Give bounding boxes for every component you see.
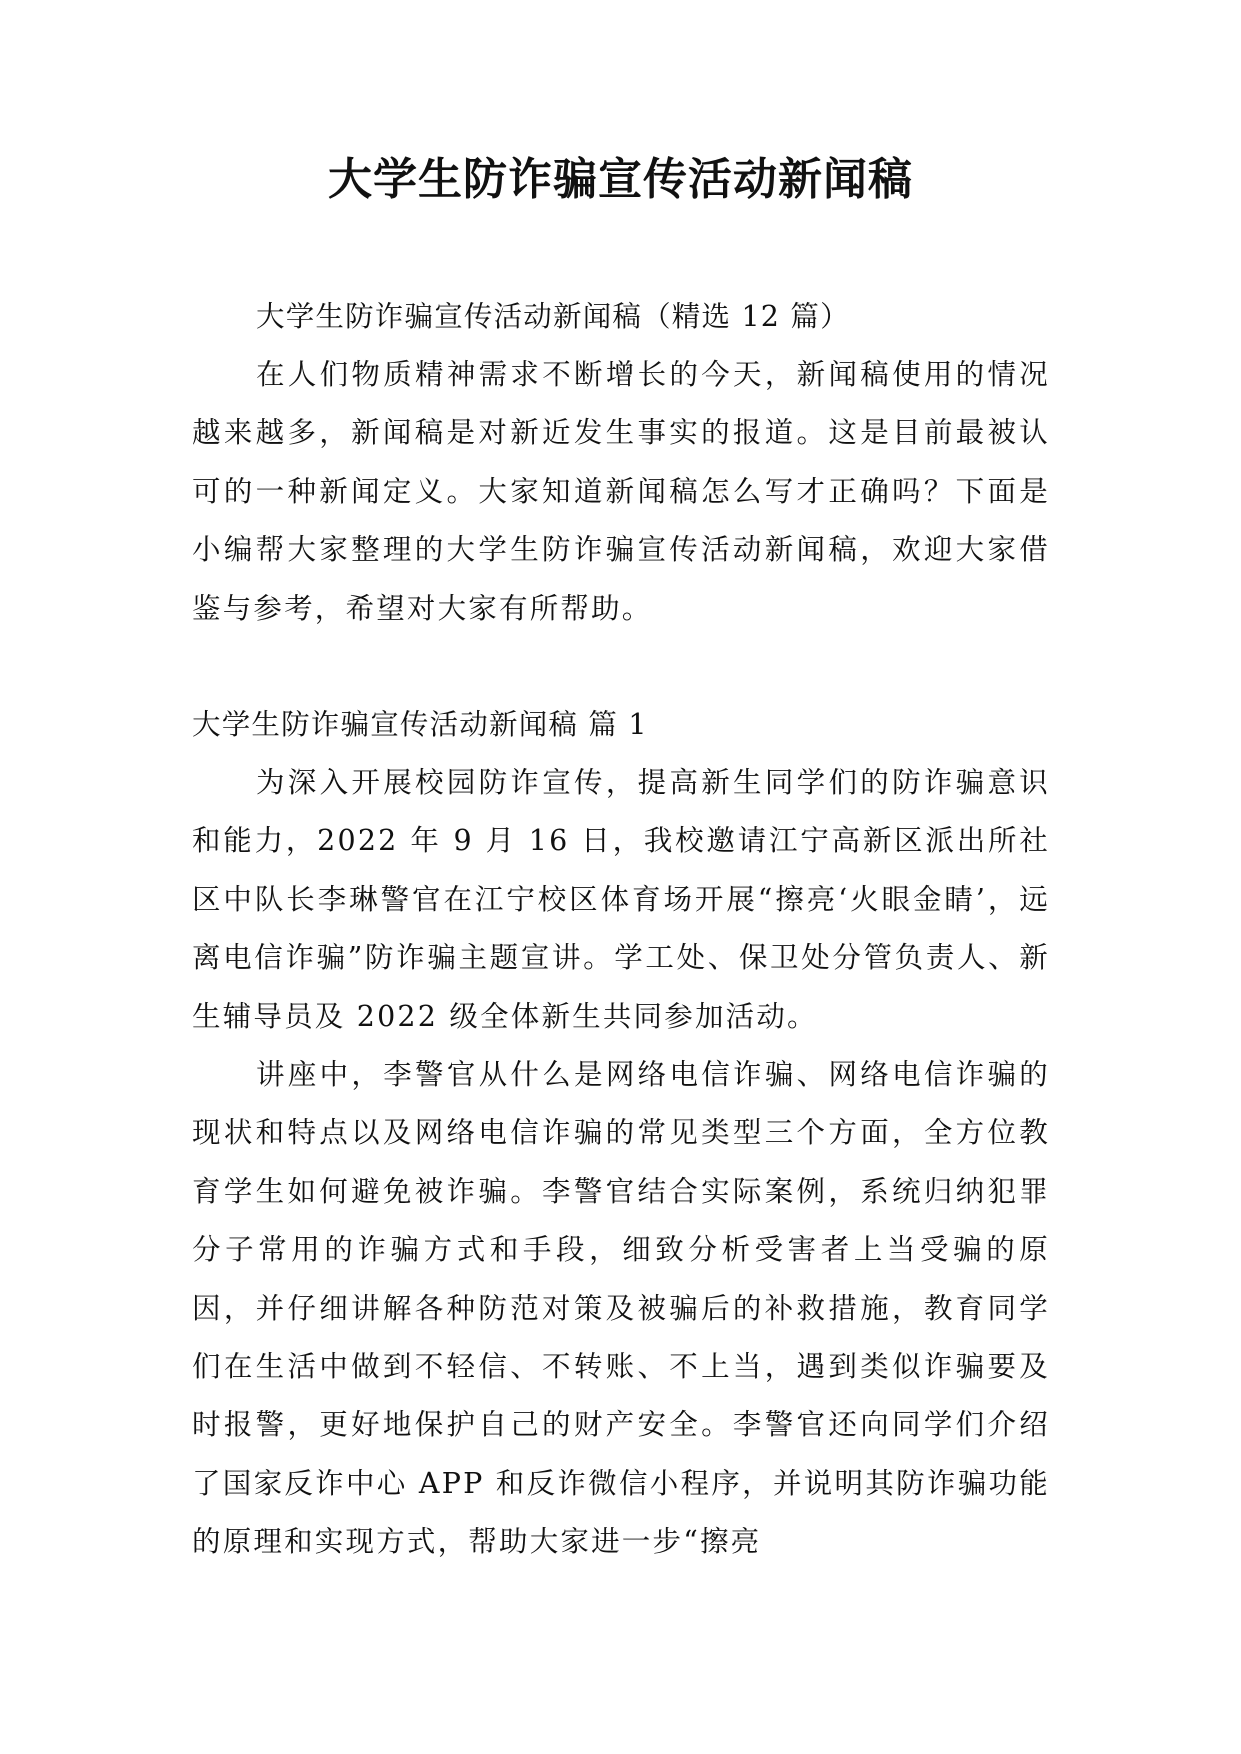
document-subtitle: 大学生防诈骗宣传活动新闻稿（精选 12 篇） [256,300,850,333]
document-title: 大学生防诈骗宣传活动新闻稿 [328,154,913,205]
intro-paragraph: 在人们物质精神需求不断增长的今天，新闻稿使用的情况越来越多，新闻稿是对新近发生事实的报道。这是目前最被认可的一种新闻定义。大家知道新闻稿怎么写才正确吗？下面是小编帮大家整理的大学生防诈骗宣传活动新闻稿，欢迎大家借鉴与参考，希望对大家有所帮助。 [192,358,1050,625]
section-heading: 大学生防诈骗宣传活动新闻稿 篇 1 [192,708,648,741]
body-paragraph-2: 讲座中，李警官从什么是网络电信诈骗、网络电信诈骗的现状和特点以及网络电信诈骗的常见类型三个方面，全方位教育学生如何避免被诈骗。李警官结合实际案例，系统归纳犯罪分子常用的诈骗方式和手段，细致分析受害者上当受骗的原因，并仔细讲解各种防范对策及被骗后的补救措施，教育同学们在生活中做到不轻信、不转账、不上当，遇到类似诈骗要及时报警，更好地保护自己的财产安全。李警官还向同学们介绍了国家反诈中心 APP 和反诈微信小程序，并说明其防诈骗功能的原理和实现方式，帮助大家进一步“擦亮 [192,1058,1050,1559]
body-paragraph-1: 为深入开展校园防诈宣传，提高新生同学们的防诈骗意识和能力，2022 年 9 月 16 日，我校邀请江宁高新区派出所社区中队长李琳警官在江宁校区体育场开展“擦亮‘火眼金睛’，远离电信诈骗”防诈骗主题宣讲。学工处、保卫处分管负责人、新生辅导员及 2022 级全体新生共同参加活动。 [192,766,1050,1033]
